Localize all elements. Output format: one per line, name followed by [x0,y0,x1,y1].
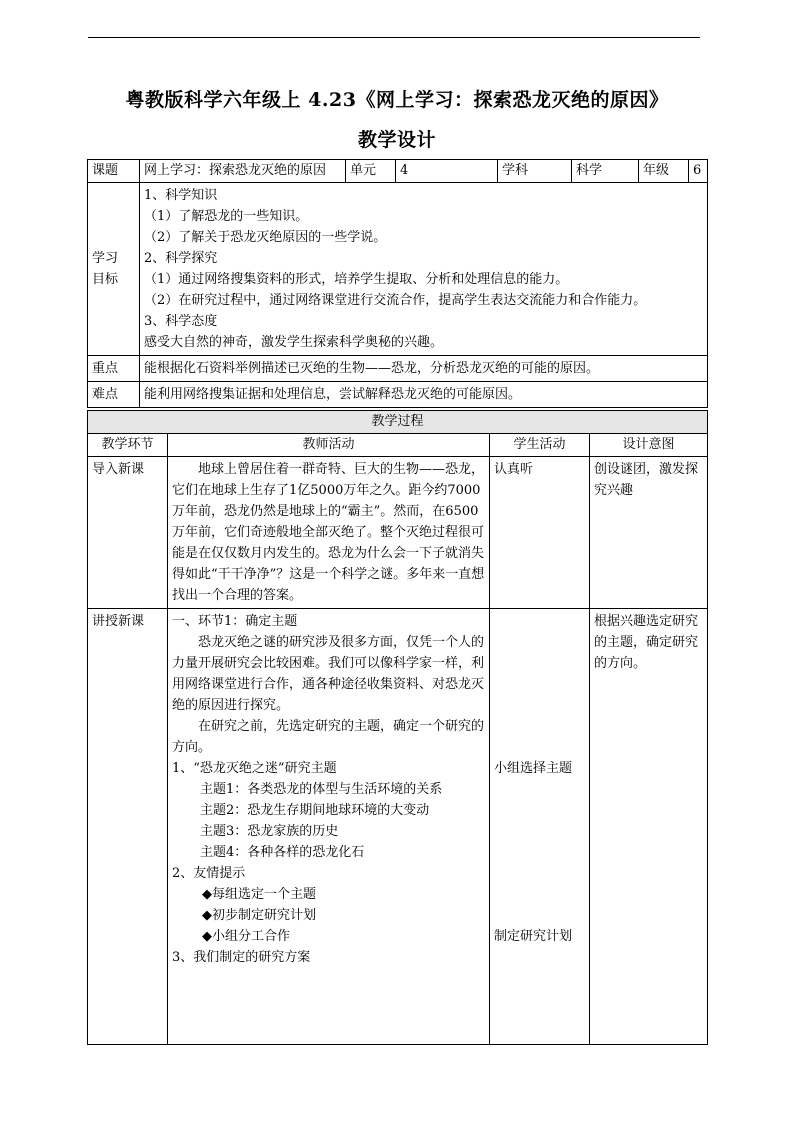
process-table [87,410,708,1045]
intro-student: 认真听 [490,457,590,609]
difficulty-label: 难点 [88,382,140,408]
process-header-row [88,434,708,457]
goals-row [88,183,708,356]
keypoint-label: 重点 [88,356,140,382]
process-title-row [88,411,708,434]
spacer [494,611,585,758]
lecture-intent: 根据兴趣选定研究的主题，确定研究的方向。 [590,609,708,1045]
difficulty-row [88,382,708,408]
unit-label: 单元 [346,160,396,183]
tip-item: ◆初步制定研究计划 [202,908,316,923]
goal-line: （2）了解关于恐龙灭绝原因的一些学说。 [144,230,387,245]
student-activity: 小组选择主题 [494,761,573,776]
lecture-student [490,609,590,1045]
document-subtitle: 教学设计 [357,129,436,151]
lecture-paragraph: 在研究之前，先选定研究的主题，确定一个研究的方向。 [172,719,485,755]
intro-stage: 导入新课 [88,457,168,609]
grade-value: 6 [689,160,708,183]
lecture-section-title: 一、环节1：确定主题 [172,614,298,629]
intro-row [88,457,708,609]
goal-line: 2、科学探究 [144,251,218,266]
lecture-paragraph: 恐龙灭绝之谜的研究涉及很多方面，仅凭一个人的力量开展研究会比较困难。我们可以像科学家一样，利用网络课堂进行合作，通各种途径收集资料、对恐龙灭绝的原因进行探究。 [172,635,485,713]
difficulty-text: 能利用网络搜集证据和处理信息，尝试解释恐龙灭绝的可能原因。 [140,382,708,408]
process-title: 教学过程 [88,411,708,434]
goal-line: 1、科学知识 [144,188,218,203]
goals-content [140,183,708,356]
header-student: 学生活动 [490,434,590,457]
subject-value: 科学 [572,160,639,183]
header-rule [88,37,700,38]
theme-item: 主题3：恐龙家族的历史 [200,824,339,839]
tip-item: ◆每组选定一个主题 [202,887,316,902]
lecture-stage: 讲授新课 [88,609,168,1045]
tip-item: ◆小组分工合作 [202,929,290,944]
lecture-teacher [168,609,490,1045]
keypoint-row [88,356,708,382]
keypoint-text: 能根据化石资料举例描述已灭绝的生物——恐龙，分析恐龙灭绝的可能的原因。 [140,356,708,382]
intro-teacher: 地球上曾居住着一群奇特、巨大的生物——恐龙，它们在地球上生存了1亿5000万年之久。距今约7000万年前，恐龙仍然是地球上的“霸主”。然而，在6500万年前，它们奇迹般地全部灭绝了。整个灭绝过程很可能是在仅仅数月内发生的。恐龙为什么会一下子就消失得如此“干干净净”？这是一个科学之谜。多年来一直想找出一个合理的答案。 [168,457,490,609]
theme-item: 主题4：各种各样的恐龙化石 [200,845,365,860]
theme-item: 主题2：恐龙生存期间地球环境的大变动 [200,803,430,818]
goal-line: 感受大自然的神奇，激发学生探索科学奥秘的兴趣。 [144,335,444,350]
goal-line: （1）通过网络搜集资料的形式，培养学生提取、分析和处理信息的能力。 [144,272,569,287]
grade-label: 年级 [639,160,689,183]
goals-label [88,183,140,356]
goal-line: （1）了解恐龙的一些知识。 [144,209,309,224]
unit-value: 4 [396,160,498,183]
student-activity: 制定研究计划 [494,929,573,944]
lecture-item-heading: 1、“恐龙灭绝之迷”研究主题 [172,761,337,776]
goals-label-line1: 学习 [92,251,119,266]
lecture-item-heading: 3、我们制定的研究方案 [172,950,311,965]
lecture-item-heading: 2、友情提示 [172,866,246,881]
goals-label-line2: 目标 [92,272,119,287]
subject-label: 学科 [498,160,572,183]
topic-value: 网上学习：探索恐龙灭绝的原因 [140,160,346,183]
info-table [87,159,708,408]
theme-item: 主题1：各类恐龙的体型与生活环境的关系 [200,782,443,797]
spacer [494,779,585,926]
header-intent: 设计意图 [590,434,708,457]
goal-line: （2）在研究过程中，通过网络课堂进行交流合作，提高学生表达交流能力和合作能力。 [144,293,647,308]
goal-line: 3、科学态度 [144,314,218,329]
lecture-row [88,609,708,1045]
info-row [88,160,708,183]
document-title: 粤教版科学六年级上 4.23《网上学习：探索恐龙灭绝的原因》 [125,89,669,111]
intro-intent: 创设谜团，激发探究兴趣 [590,457,708,609]
topic-label: 课题 [88,160,140,183]
header-teacher: 教师活动 [168,434,490,457]
header-stage: 教学环节 [88,434,168,457]
